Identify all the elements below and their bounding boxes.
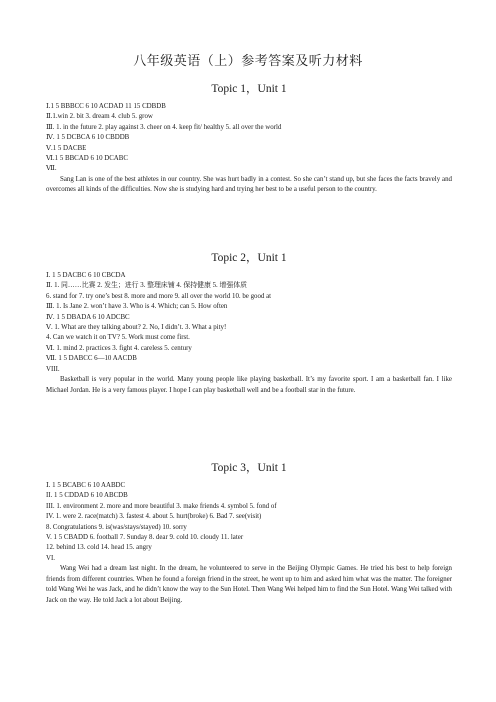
answer-line: VIII. <box>46 365 60 373</box>
answer-line: 6. stand for 7. try one’s best 8. more and more 9. all over the world 10. be good at <box>46 292 272 300</box>
section-topic-3 <box>46 459 452 607</box>
answer-line: Ⅰ.1 5 BBBCC 6 10 ACDAD 11 15 CDBDB <box>46 103 166 110</box>
answer-line: Ⅵ.1 5 BBCAD 6 10 DCABC <box>46 155 128 163</box>
answer-line: Ⅴ. 1. What are they talking about? 2. No, I didn’t. 3. What a pity! <box>46 324 227 332</box>
section-topic-1 <box>46 80 452 196</box>
answer-line: Ⅱ. 1. 同……比赛 2. 发生；进行 3. 整理床铺 4. 保持健康 5. 增强体质 <box>46 282 248 290</box>
answer-line: VI. <box>46 554 55 562</box>
writing-paragraph: Wang Wei had a dream last night. In the dream, he volunteered to serve in the Beijing Olympic Games. He tried his best to help foreign friends from different countries. When he found a foreign friend in the street, he went up to him and asked him what was the matter. The foreigner told Wang Wei he was Jack, and he didn’t know the way to the Sun Hotel. Then Wang Wei helped him to find the Sun Hotel. Wang Wei talked with Jack on the way. He told Jack a lot about Beijing. <box>46 565 452 605</box>
answer-line: Ⅳ. 1 5 DCBCA 6 10 CBDDB <box>46 134 130 142</box>
section-heading: Topic 1，Unit 1 <box>211 83 287 95</box>
section-heading: Topic 2，Unit 1 <box>211 252 287 264</box>
answer-line: Ⅶ. <box>46 165 57 173</box>
section-heading: Topic 3，Unit 1 <box>211 462 287 474</box>
answer-line: Ⅲ. 1. Is Jane 2. won’t have 3. Who is 4. Which; can 5. How often <box>46 303 228 311</box>
writing-paragraph: Basketball is very popular in the world. Many young people like playing basketball. It’s my favorite sport. I am a basketball fan. I like Michael Jordan. He is a very famous player. I hope I can play basketball well and be a football star in the future. <box>46 376 452 394</box>
answer-line: 12. behind 13. cold 14. head 15. angry <box>46 544 152 552</box>
answer-line: 4. Can we watch it on TV? 5. Work must come first. <box>46 334 190 342</box>
answer-line: Ⅰ. 1 5 BCABC 6 10 AABDC <box>46 482 126 489</box>
answer-line: IV. 1. were 2. race(match) 3. fastest 4. about 5. hurt(broke) 6. Bad 7. see(visit) <box>46 513 262 521</box>
answer-line: II. 1 5 CDDAD 6 10 ABCDB <box>46 492 128 500</box>
answer-line: Ⅱ.1.win 2. bit 3. dream 4. club 5. grow <box>46 113 153 121</box>
section-topic-2 <box>46 249 452 396</box>
answer-line: 8. Congratulations 9. is(was/stays/stayed) 10. sorry <box>46 523 187 531</box>
answer-line: Ⅳ. 1 5 DBADA 6 10 ADCBC <box>46 313 130 321</box>
answer-line: Ⅵ. 1. mind 2. practices 3. fight 4. careless 5. century <box>46 344 192 352</box>
document-title: 八年级英语（上）参考答案及听力材料 <box>133 53 363 68</box>
answer-line: III. 1. environment 2. more and more beautiful 3. make friends 4. symbol 5. fond of <box>46 502 277 510</box>
answer-line: Ⅲ. 1. in the future 2. play against 3. cheer on 4. keep fit/ healthy 5. all over the world <box>46 123 282 131</box>
answer-line: Ⅶ. 1 5 DABCC 6—10 AACDB <box>46 355 137 363</box>
answer-line: Ⅰ. 1 5 DACBC 6 10 CBCDA <box>46 272 126 279</box>
answer-line: V. 1 5 CBADD 6. football 7. Sunday 8. dear 9. cold 10. cloudy 11. later <box>46 534 244 542</box>
writing-paragraph: Sang Lan is one of the best athletes in our country. She was hurt badly in a contest. So she can’t stand up, but she faces the facts bravely and overcomes all kinds of the difficulties. Now she is studying hard and trying her best to be a useful person to the country. <box>46 175 452 194</box>
answer-line: Ⅴ.1 5 DACBE <box>46 144 87 152</box>
